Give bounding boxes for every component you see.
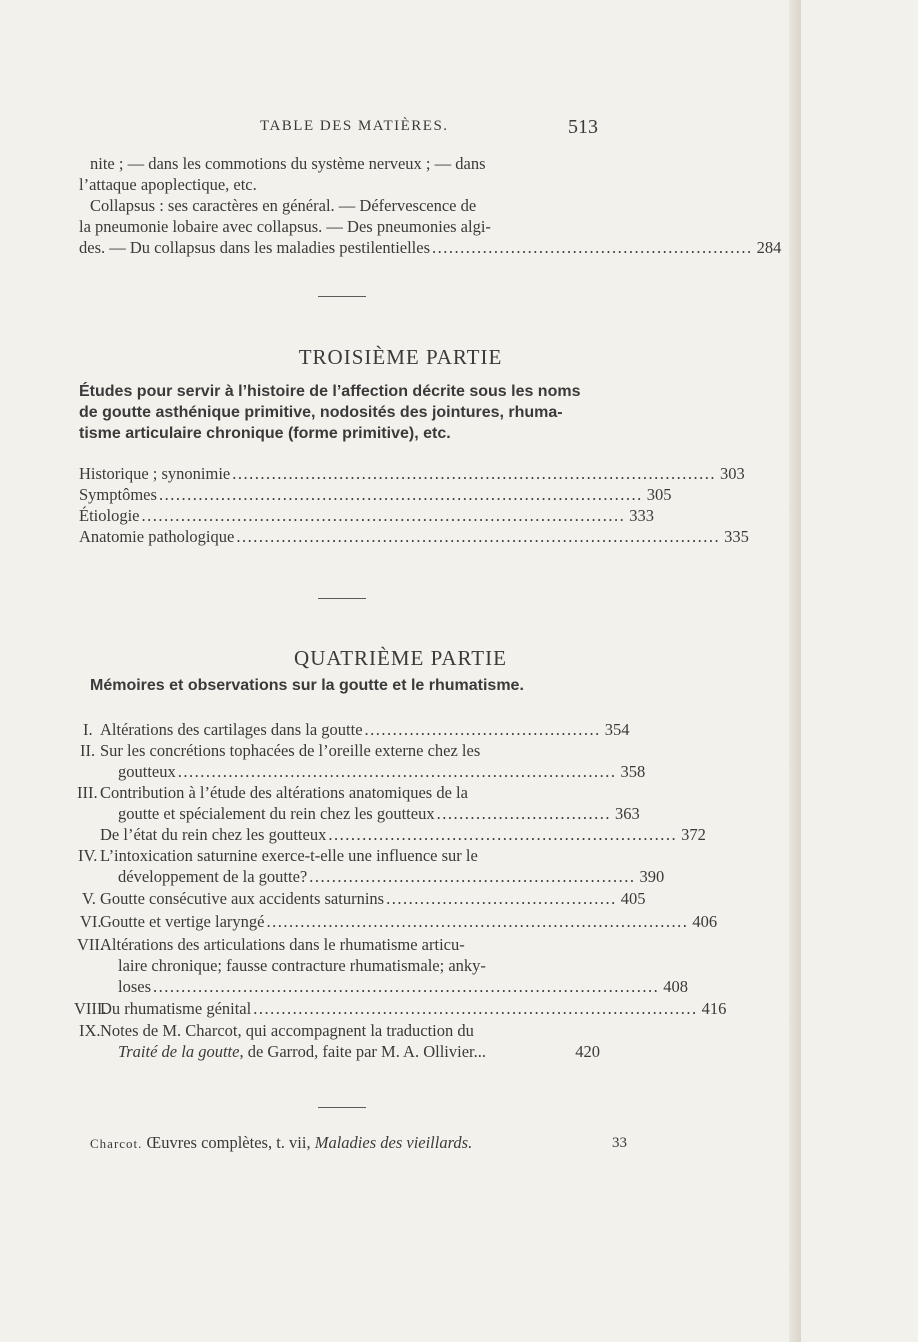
item-number: III.: [77, 783, 98, 802]
leader-dots: ...........................................................................: [266, 912, 689, 931]
toc-entry-text: Goutte consécutive aux accidents saturnins: [100, 889, 385, 908]
toc-entry-page: 354: [604, 720, 630, 739]
part-title: QUATRIÈME PARTIE: [294, 646, 507, 670]
toc-entry-text: Historique ; synonimie: [79, 464, 231, 483]
section-rule: [318, 296, 366, 297]
item-number: I.: [83, 720, 93, 739]
toc-entry: [79, 237, 782, 258]
toc-entry-page: 284: [756, 238, 782, 257]
toc-entry-text: des. — Du collapsus dans les maladies pestilentielles: [79, 238, 431, 257]
signature-mark: 33: [612, 1135, 627, 1151]
book-title: Traité de la goutte: [118, 1042, 240, 1061]
toc-entry: [79, 484, 672, 505]
toc-entry-text: Étiologie: [79, 506, 140, 525]
toc-entry-page: 372: [681, 825, 706, 844]
page-number: 513: [568, 116, 598, 138]
toc-entry-text: Du rhumatisme génital: [100, 999, 252, 1018]
leader-dots: .........................................................: [432, 238, 753, 257]
footer-text: Œuvres complètes, t. vii,: [146, 1133, 311, 1152]
toc-entry-text: L’intoxication saturnine exerce-t-elle une influence sur le: [100, 846, 478, 865]
part-subtitle-line: tisme articulaire chronique (forme primitive), etc.: [79, 425, 451, 442]
toc-entry: [118, 866, 665, 887]
toc-entry-text: Altérations des cartilages dans la goutte: [100, 720, 363, 739]
toc-entry: [118, 976, 688, 997]
toc-entry-text: développement de la goutte?: [118, 867, 308, 886]
continuation-line: l’attaque apoplectique, etc.: [79, 175, 257, 194]
toc-entry-text: De l’état du rein chez les goutteux: [100, 825, 327, 844]
running-head: [78, 116, 598, 140]
toc-entry: [79, 505, 654, 526]
part-subtitle-line: de goutte asthénique primitive, nodosités des jointures, rhuma-: [79, 404, 563, 421]
part-title: TROISIÈME PARTIE: [298, 345, 503, 369]
item-number: II.: [80, 741, 96, 760]
item-number: IV.: [78, 846, 98, 865]
toc-entry: [79, 463, 745, 484]
toc-entry-page: 358: [620, 762, 646, 781]
toc-entry-page: 408: [663, 977, 688, 996]
leader-dots: ......................................................................................: [232, 464, 716, 483]
toc-entry-text-rest: , de Garrod, faite par M. A. Ollivier...: [239, 1042, 486, 1061]
item-number: VI.: [80, 912, 102, 931]
footer-italic: Maladies des vieillards.: [314, 1133, 473, 1152]
leader-dots: ..........................................: [364, 720, 601, 739]
toc-entry-text: Anatomie pathologique: [79, 527, 235, 546]
toc-entry: [100, 998, 727, 1019]
toc-entry-page: 405: [620, 889, 646, 908]
leader-dots: ......................................................................................: [141, 506, 626, 525]
continuation-line: Collapsus : ses caractères en général. — Défervescence de: [90, 196, 477, 215]
toc-entry-page: 305: [646, 485, 672, 504]
toc-entry: [118, 761, 646, 782]
running-title: TABLE DES MATIÈRES.: [260, 118, 449, 134]
toc-entry-page: 335: [724, 527, 749, 546]
leader-dots: ...............................: [436, 804, 611, 823]
leader-dots: .........................................: [386, 889, 617, 908]
toc-entry-text: goutteux: [118, 762, 176, 781]
toc-entry-text: loses: [118, 977, 151, 996]
footer: [90, 1133, 472, 1153]
toc-entry-text: Contribution à l’étude des altérations anatomiques de la: [100, 783, 468, 802]
leader-dots: ......................................................................................: [158, 485, 643, 504]
toc-entry-text: Sur les concrétions tophacées de l’oreille externe chez les: [100, 741, 481, 760]
leader-dots: ...............................................................................: [253, 999, 698, 1018]
item-number: VII.: [77, 935, 105, 954]
toc-entry-text: [118, 1041, 486, 1062]
toc-entry: [118, 803, 640, 824]
part-subtitle-line: Mémoires et observations sur la goutte et le rhumatisme.: [90, 677, 524, 694]
footer-author: Charcot.: [90, 1136, 143, 1151]
toc-entry-page: 363: [614, 804, 640, 823]
item-number: V.: [82, 889, 96, 908]
continuation-line: la pneumonie lobaire avec collapsus. — Des pneumonies algi-: [79, 217, 491, 236]
toc-entry-text: Goutte et vertige laryngé: [100, 912, 265, 931]
item-number: VIII.: [74, 999, 107, 1018]
section-rule: [318, 1107, 366, 1108]
leader-dots: ......................................................................................: [236, 527, 721, 546]
toc-entry-text: goutte et spécialement du rein chez les goutteux: [118, 804, 435, 823]
toc-entry-text: laire chronique; fausse contracture rhumatismale; anky-: [118, 956, 486, 975]
toc-entry-page: 390: [639, 867, 665, 886]
leader-dots: ..........................................................: [309, 867, 636, 886]
toc-entry-page: 416: [701, 999, 727, 1018]
item-number: IX.: [79, 1021, 101, 1040]
toc-entry: [100, 824, 706, 845]
part-subtitle-line: Études pour servir à l’histoire de l’affection décrite sous les noms: [79, 383, 581, 400]
toc-entry: [100, 911, 718, 932]
toc-entry-text: Symptômes: [79, 485, 157, 504]
toc-entry: [100, 888, 646, 909]
toc-entry: [118, 1041, 600, 1062]
toc-entry: [100, 719, 630, 740]
toc-entry-text: Notes de M. Charcot, qui accompagnent la traduction du: [100, 1021, 474, 1040]
toc-entry: [79, 526, 749, 547]
toc-entry-page: 303: [720, 464, 745, 483]
leader-dots: ..........................................................................................: [153, 977, 660, 996]
leader-dots: ..............................................................: [328, 825, 678, 844]
continuation-line: nite ; — dans les commotions du système nerveux ; — dans: [90, 154, 486, 173]
section-rule: [318, 598, 366, 599]
toc-entry-text: Altérations des articulations dans le rhumatisme articu-: [100, 935, 465, 954]
toc-entry-page: 406: [692, 912, 718, 931]
toc-entry-page: 420: [575, 1042, 600, 1061]
leader-dots: ..............................................................................: [177, 762, 617, 781]
toc-entry-page: 333: [629, 506, 654, 525]
